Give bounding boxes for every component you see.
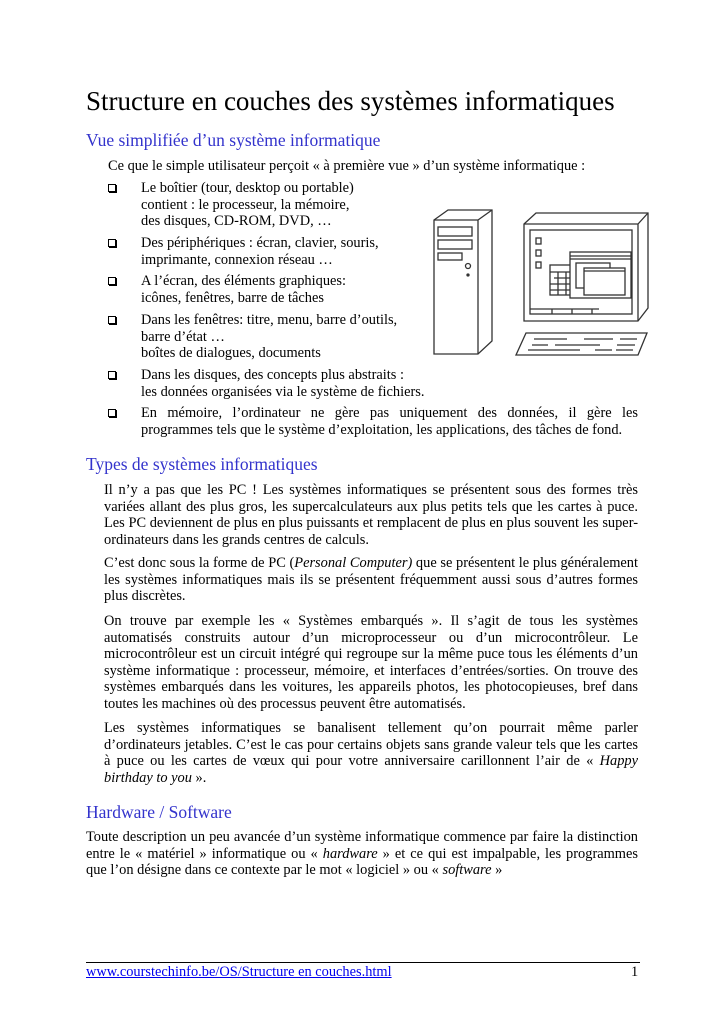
intro-text: Ce que le simple utilisateur perçoit « à première vue » d’un système informatique :: [108, 158, 586, 174]
bullet-line: Des périphériques : écran, clavier, souris,: [141, 235, 379, 251]
bullet-line: des disques, CD-ROM, DVD, …: [141, 213, 332, 230]
emphasis: software: [442, 862, 492, 879]
bullet-line: icônes, fenêtres, barre de tâches: [141, 289, 324, 306]
paragraph: [104, 720, 638, 786]
bullet-line: Dans les disques, des concepts plus abstraits :: [141, 367, 404, 383]
emphasis: hardware: [322, 845, 378, 862]
bullet-line: En mémoire, l’ordinateur ne gère pas uniquement des données, il gère les programmes tels que le système d’exploitation, les applications, des tâches de fond.: [141, 405, 638, 438]
page-title: Structure en couches des systèmes informatiques: [86, 86, 615, 116]
checkbox-bullet-icon: [108, 316, 116, 324]
text: » et ce qui est impalpable, les programmes que l’on désigne dans ce contexte par le mot « logiciel » ou «: [86, 845, 638, 879]
paragraph: [86, 829, 638, 879]
bullet-line: Le boîtier (tour, desktop ou portable): [141, 180, 354, 196]
computer-illustration: [430, 208, 650, 358]
bullet-line: contient : le processeur, la mémoire,: [141, 196, 350, 213]
emphasis: Personal Computer): [294, 555, 413, 571]
section-heading-types: Types de systèmes informatiques: [86, 454, 318, 474]
section-heading-hardware: Hardware / Software: [86, 802, 232, 822]
paragraph: Il n’y a pas que les PC ! Les systèmes informatiques se présentent sous des formes très variées allant des plus gros, les supercalculateurs aux plus petits tels que les cartes à puce. Les PC deviennent de plus en plus puissants et remplacent de plus en plus souvent les super-ordinateurs dans les grands centres de calculs.: [104, 482, 638, 548]
checkbox-bullet-icon: [108, 184, 116, 192]
emphasis: Happy birthday to you: [104, 753, 638, 786]
footer-divider: [86, 962, 640, 963]
paragraph: On trouve par exemple les « Systèmes embarqués ». Il s’agit de tous les systèmes automatisés construits autour d’un microprocesseur ou d’un microcontrôleur. Le microcontrôleur est un circuit intégré qui regroupe sur la même puce tous les éléments d’un système informatique : processeur, mémoire, et interfaces d’entrées/sorties. On trouve des systèmes embarqués dans les voitures, les appareils photos, les photocopieuses, bref dans toutes les machines où des processus peuvent être automatisés.: [104, 613, 638, 712]
checkbox-bullet-icon: [108, 239, 116, 247]
checkbox-bullet-icon: [108, 277, 116, 285]
bullet-line: barre d’état …: [141, 328, 225, 345]
bullet-line: les données organisées via le système de fichiers.: [141, 383, 425, 400]
checkbox-bullet-icon: [108, 409, 116, 417]
text: Les systèmes informatiques se banalisent tellement qu’on pourrait même parler d’ordinateurs jetables. C’est le cas pour certains objets sans grande valeur tels que les cartes à puce ou les cartes de vœux qui pour votre anniversaire carillonnent l’air de «: [104, 720, 638, 770]
text: que se présentent le plus généralement les systèmes informatiques mais ils se présentent fréquemment aussi sous d’autres formes plus discrètes.: [104, 555, 638, 605]
text: C’est donc sous la forme de PC (: [104, 555, 295, 571]
footer-link[interactable]: www.courstechinfo.be/OS/Structure en couches.html: [86, 964, 392, 980]
monitor-icon: [516, 213, 648, 355]
bullet-line: boîtes de dialogues, documents: [141, 345, 321, 362]
checkbox-bullet-icon: [108, 371, 116, 379]
paragraph: [104, 555, 638, 605]
tower-case-icon: [434, 210, 492, 354]
bullet-line: A l’écran, des éléments graphiques:: [141, 273, 346, 289]
bullet-item: [108, 405, 638, 438]
bullet-line: Dans les fenêtres: titre, menu, barre d’outils,: [141, 312, 398, 328]
bullet-line: imprimante, connexion réseau …: [141, 251, 333, 268]
text: Toute description un peu avancée d’un système informatique commence par faire la distinction entre le « matériel » informatique ou «: [86, 829, 638, 862]
section-heading-vue: Vue simplifiée d’un système informatique: [86, 130, 381, 150]
page-number: 1: [631, 964, 639, 980]
text: »: [491, 862, 503, 879]
text: ».: [191, 769, 207, 786]
